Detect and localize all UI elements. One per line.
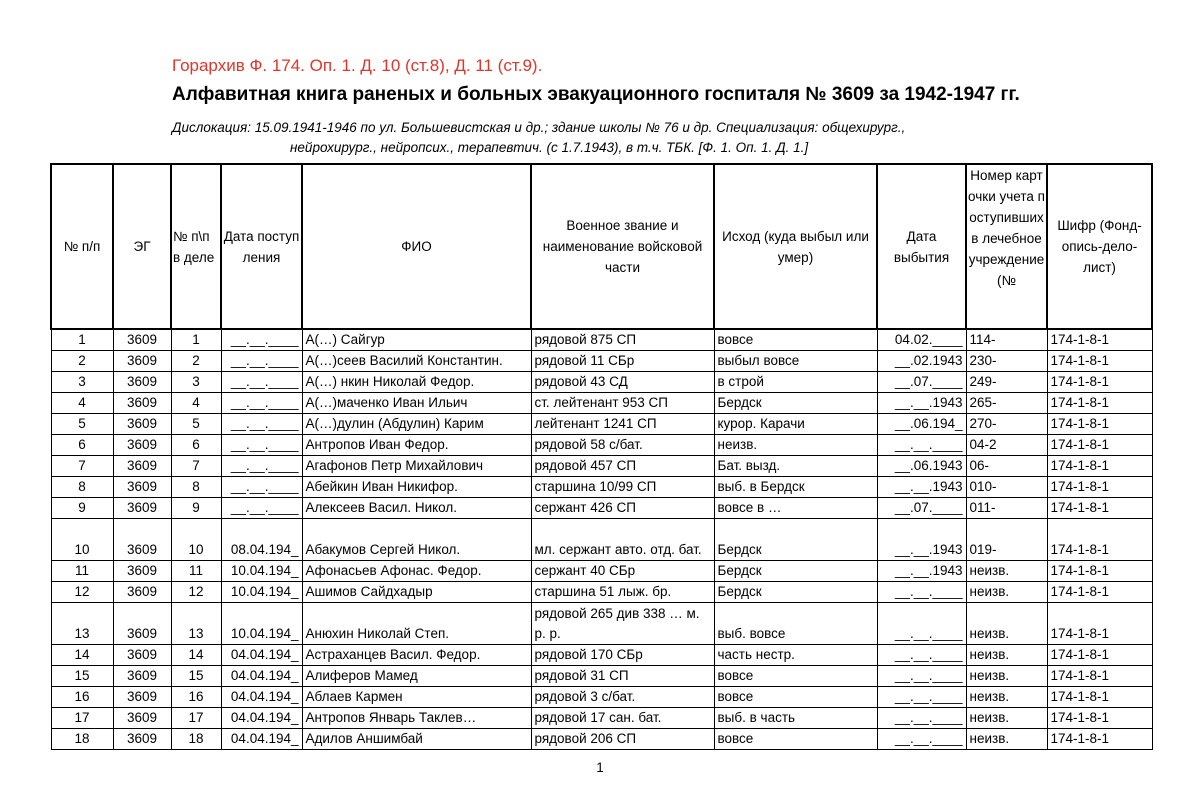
cell-admission-date: 04.04.194_ [221,729,302,750]
cell-admission-date: __.__.____ [221,372,302,393]
col-header-full-name: ФИО [302,164,531,329]
cell-eg: 3609 [113,393,171,414]
cell-case-number: 12 [171,582,221,603]
cell-admission-date: __.__.____ [221,456,302,477]
cell-outcome: вовсе в … [714,498,877,519]
table-row [51,519,1152,561]
cell-discharge-date: __.06.1943 [877,456,966,477]
table-row [51,393,1152,414]
cell-number: 3 [51,372,113,393]
cell-discharge-date: __.__.____ [877,645,966,666]
cell-full-name: Астраханцев Васил. Федор. [302,645,531,666]
col-header-number: № п/п [51,164,113,329]
cell-card-number: 114- [966,329,1047,351]
cell-outcome: Бат. вызд. [714,456,877,477]
cell-number: 14 [51,645,113,666]
cell-discharge-date: __.06.194_ [877,414,966,435]
cell-number: 4 [51,393,113,414]
cell-card-number: 019- [966,519,1047,561]
cell-outcome: в строй [714,372,877,393]
cell-archive-code: 174-1-8-1 [1047,729,1152,750]
table-row [51,666,1152,687]
cell-eg: 3609 [113,708,171,729]
cell-rank-unit: рядовой 457 СП [531,456,714,477]
cell-archive-code: 174-1-8-1 [1047,393,1152,414]
cell-eg: 3609 [113,687,171,708]
cell-outcome: Бердск [714,561,877,582]
cell-rank-unit: рядовой 170 СБр [531,645,714,666]
cell-rank-unit: рядовой 31 СП [531,666,714,687]
table-row [51,329,1152,351]
cell-card-number: неизв. [966,603,1047,645]
cell-eg: 3609 [113,456,171,477]
cell-card-number: 270- [966,414,1047,435]
cell-admission-date: __.__.____ [221,351,302,372]
cell-eg: 3609 [113,414,171,435]
cell-archive-code: 174-1-8-1 [1047,372,1152,393]
table-row [51,477,1152,498]
dislocation-line-2: нейрохирург., нейропсих., терапевтич. (с 1.7.1943), в т.ч. ТБК. [Ф. 1. Оп. 1. Д. 1.] [290,140,809,155]
cell-discharge-date: __.__.1943 [877,519,966,561]
cell-rank-unit: рядовой 43 СД [531,372,714,393]
cell-number: 9 [51,498,113,519]
table-row [51,372,1152,393]
cell-card-number: 010- [966,477,1047,498]
col-header-archive-code: Шифр (Фонд-опись-дело-лист) [1047,164,1152,329]
cell-outcome: курор. Карачи [714,414,877,435]
cell-case-number: 13 [171,603,221,645]
table-row [51,687,1152,708]
col-header-discharge-date: Дата выбытия [877,164,966,329]
cell-archive-code: 174-1-8-1 [1047,477,1152,498]
document-title: Алфавитная книга раненых и больных эвакуационного госпиталя № 3609 за 1942-1947 гг. [172,84,1020,105]
cell-admission-date: __.__.____ [221,477,302,498]
cell-discharge-date: __.__.____ [877,687,966,708]
cell-discharge-date: __.__.____ [877,708,966,729]
cell-eg: 3609 [113,329,171,351]
cell-number: 6 [51,435,113,456]
cell-number: 8 [51,477,113,498]
cell-number: 12 [51,582,113,603]
cell-admission-date: __.__.____ [221,393,302,414]
cell-eg: 3609 [113,372,171,393]
cell-number: 10 [51,519,113,561]
cell-eg: 3609 [113,561,171,582]
cell-admission-date: 10.04.194_ [221,561,302,582]
cell-outcome: вовсе [714,666,877,687]
cell-rank-unit: рядовой 3 с/бат. [531,687,714,708]
cell-number: 7 [51,456,113,477]
cell-discharge-date: __.__.____ [877,582,966,603]
col-header-eg: ЭГ [113,164,171,329]
cell-rank-unit: рядовой 875 СП [531,329,714,351]
cell-case-number: 9 [171,498,221,519]
cell-outcome: выб. в часть [714,708,877,729]
table-row [51,498,1152,519]
cell-outcome: Бердск [714,582,877,603]
cell-admission-date: 04.04.194_ [221,687,302,708]
cell-admission-date: __.__.____ [221,435,302,456]
cell-archive-code: 174-1-8-1 [1047,708,1152,729]
cell-case-number: 16 [171,687,221,708]
cell-outcome: часть нестр. [714,645,877,666]
table-row [51,582,1152,603]
dislocation-line-1: Дислокация: 15.09.1941-1946 по ул. Большевистская и др.; здание школы № 76 и др. Специализация: общехирург., [172,120,906,135]
cell-archive-code: 174-1-8-1 [1047,498,1152,519]
cell-full-name: А(…) Сайгур [302,329,531,351]
cell-discharge-date: __.__.1943 [877,477,966,498]
cell-archive-code: 174-1-8-1 [1047,582,1152,603]
cell-outcome: неизв. [714,435,877,456]
cell-rank-unit: старшина 10/99 СП [531,477,714,498]
cell-rank-unit: рядовой 265 див 338 … м. р. р. [531,603,714,645]
cell-full-name: Анюхин Николай Степ. [302,603,531,645]
cell-archive-code: 174-1-8-1 [1047,666,1152,687]
cell-archive-code: 174-1-8-1 [1047,519,1152,561]
cell-card-number: 265- [966,393,1047,414]
cell-full-name: Аблаев Кармен [302,687,531,708]
cell-rank-unit: рядовой 58 с/бат. [531,435,714,456]
cell-card-number: неизв. [966,645,1047,666]
cell-number: 17 [51,708,113,729]
cell-full-name: Абакумов Сергей Никол. [302,519,531,561]
cell-full-name: Адилов Аншимбай [302,729,531,750]
table-body [51,329,1152,750]
cell-card-number: неизв. [966,729,1047,750]
cell-number: 16 [51,687,113,708]
cell-archive-code: 174-1-8-1 [1047,456,1152,477]
cell-case-number: 1 [171,329,221,351]
cell-eg: 3609 [113,435,171,456]
cell-discharge-date: __.__.____ [877,603,966,645]
cell-admission-date: __.__.____ [221,329,302,351]
cell-rank-unit: рядовой 11 СБр [531,351,714,372]
cell-number: 1 [51,329,113,351]
cell-outcome: вовсе [714,729,877,750]
cell-archive-code: 174-1-8-1 [1047,329,1152,351]
cell-case-number: 5 [171,414,221,435]
cell-rank-unit: лейтенант 1241 СП [531,414,714,435]
cell-discharge-date: __.07.____ [877,372,966,393]
cell-outcome: выбыл вовсе [714,351,877,372]
cell-case-number: 8 [171,477,221,498]
cell-discharge-date: __.__.____ [877,666,966,687]
col-header-outcome: Исход (куда выбыл или умер) [714,164,877,329]
cell-outcome: вовсе [714,687,877,708]
cell-admission-date: __.__.____ [221,414,302,435]
cell-rank-unit: сержант 426 СП [531,498,714,519]
col-header-case-number: № п\п в деле [171,164,221,329]
cell-outcome: вовсе [714,329,877,351]
table-row [51,414,1152,435]
cell-full-name: Агафонов Петр Михайлович [302,456,531,477]
cell-full-name: Афонасьев Афонас. Федор. [302,561,531,582]
cell-case-number: 17 [171,708,221,729]
cell-card-number: 249- [966,372,1047,393]
cell-rank-unit: старшина 51 лыж. бр. [531,582,714,603]
cell-card-number: 230- [966,351,1047,372]
archive-reference: Горархив Ф. 174. Оп. 1. Д. 10 (ст.8), Д. 11 (ст.9). [172,56,543,75]
patients-table [50,163,1153,750]
cell-card-number: неизв. [966,561,1047,582]
cell-rank-unit: сержант 40 СБр [531,561,714,582]
cell-admission-date: 10.04.194_ [221,603,302,645]
cell-card-number: неизв. [966,687,1047,708]
col-header-rank-unit: Военное звание и наименование войсковой части [531,164,714,329]
cell-full-name: А(…)маченко Иван Ильич [302,393,531,414]
cell-archive-code: 174-1-8-1 [1047,435,1152,456]
cell-case-number: 6 [171,435,221,456]
table-header [51,164,1152,329]
page-number: 1 [596,760,604,775]
cell-eg: 3609 [113,729,171,750]
cell-card-number: 011- [966,498,1047,519]
cell-admission-date: 04.04.194_ [221,708,302,729]
cell-rank-unit: рядовой 206 СП [531,729,714,750]
cell-discharge-date: __.__.____ [877,729,966,750]
cell-case-number: 4 [171,393,221,414]
cell-archive-code: 174-1-8-1 [1047,561,1152,582]
cell-eg: 3609 [113,519,171,561]
cell-archive-code: 174-1-8-1 [1047,351,1152,372]
cell-admission-date: 04.04.194_ [221,645,302,666]
cell-outcome: Бердск [714,519,877,561]
cell-admission-date: 10.04.194_ [221,582,302,603]
cell-full-name: А(…)дулин (Абдулин) Карим [302,414,531,435]
cell-rank-unit: мл. сержант авто. отд. бат. [531,519,714,561]
table-row [51,603,1152,645]
cell-eg: 3609 [113,498,171,519]
table-row [51,708,1152,729]
cell-eg: 3609 [113,603,171,645]
cell-admission-date: 04.04.194_ [221,666,302,687]
cell-eg: 3609 [113,477,171,498]
cell-case-number: 10 [171,519,221,561]
cell-case-number: 18 [171,729,221,750]
cell-full-name: Алиферов Мамед [302,666,531,687]
cell-number: 13 [51,603,113,645]
cell-case-number: 3 [171,372,221,393]
cell-eg: 3609 [113,582,171,603]
table-row [51,729,1152,750]
cell-outcome: выб. в Бердск [714,477,877,498]
table-row [51,645,1152,666]
cell-discharge-date: __.07.____ [877,498,966,519]
cell-card-number: неизв. [966,666,1047,687]
cell-discharge-date: __.__.1943 [877,561,966,582]
col-header-card-number: Номер карточки учета поступивших в лечебное учреждение (№ [966,164,1047,329]
cell-eg: 3609 [113,351,171,372]
cell-full-name: Антропов Иван Федор. [302,435,531,456]
cell-card-number: 06- [966,456,1047,477]
cell-card-number: неизв. [966,708,1047,729]
cell-case-number: 2 [171,351,221,372]
cell-number: 18 [51,729,113,750]
cell-outcome: выб. вовсе [714,603,877,645]
cell-discharge-date: __.__.1943 [877,393,966,414]
cell-full-name: Алексеев Васил. Никол. [302,498,531,519]
cell-case-number: 15 [171,666,221,687]
table-row [51,435,1152,456]
cell-number: 5 [51,414,113,435]
cell-case-number: 11 [171,561,221,582]
cell-archive-code: 174-1-8-1 [1047,603,1152,645]
cell-discharge-date: 04.02.____ [877,329,966,351]
cell-admission-date: __.__.____ [221,498,302,519]
table-row [51,351,1152,372]
cell-full-name: А(…) нкин Николай Федор. [302,372,531,393]
cell-full-name: А(…)сеев Василий Константин. [302,351,531,372]
col-header-admission-date: Дата поступления [221,164,302,329]
table-row [51,456,1152,477]
cell-eg: 3609 [113,666,171,687]
cell-discharge-date: __.02.1943 [877,351,966,372]
cell-archive-code: 174-1-8-1 [1047,645,1152,666]
cell-number: 2 [51,351,113,372]
cell-full-name: Абейкин Иван Никифор. [302,477,531,498]
cell-rank-unit: рядовой 17 сан. бат. [531,708,714,729]
table-row [51,561,1152,582]
cell-number: 15 [51,666,113,687]
cell-full-name: Антропов Январь Таклев… [302,708,531,729]
cell-number: 11 [51,561,113,582]
cell-case-number: 7 [171,456,221,477]
cell-admission-date: 08.04.194_ [221,519,302,561]
cell-discharge-date: __.__.____ [877,435,966,456]
cell-eg: 3609 [113,645,171,666]
cell-archive-code: 174-1-8-1 [1047,414,1152,435]
cell-card-number: 04-2 [966,435,1047,456]
cell-archive-code: 174-1-8-1 [1047,687,1152,708]
cell-case-number: 14 [171,645,221,666]
cell-outcome: Бердск [714,393,877,414]
cell-full-name: Ашимов Сайдхадыр [302,582,531,603]
cell-card-number: неизв. [966,582,1047,603]
cell-rank-unit: ст. лейтенант 953 СП [531,393,714,414]
